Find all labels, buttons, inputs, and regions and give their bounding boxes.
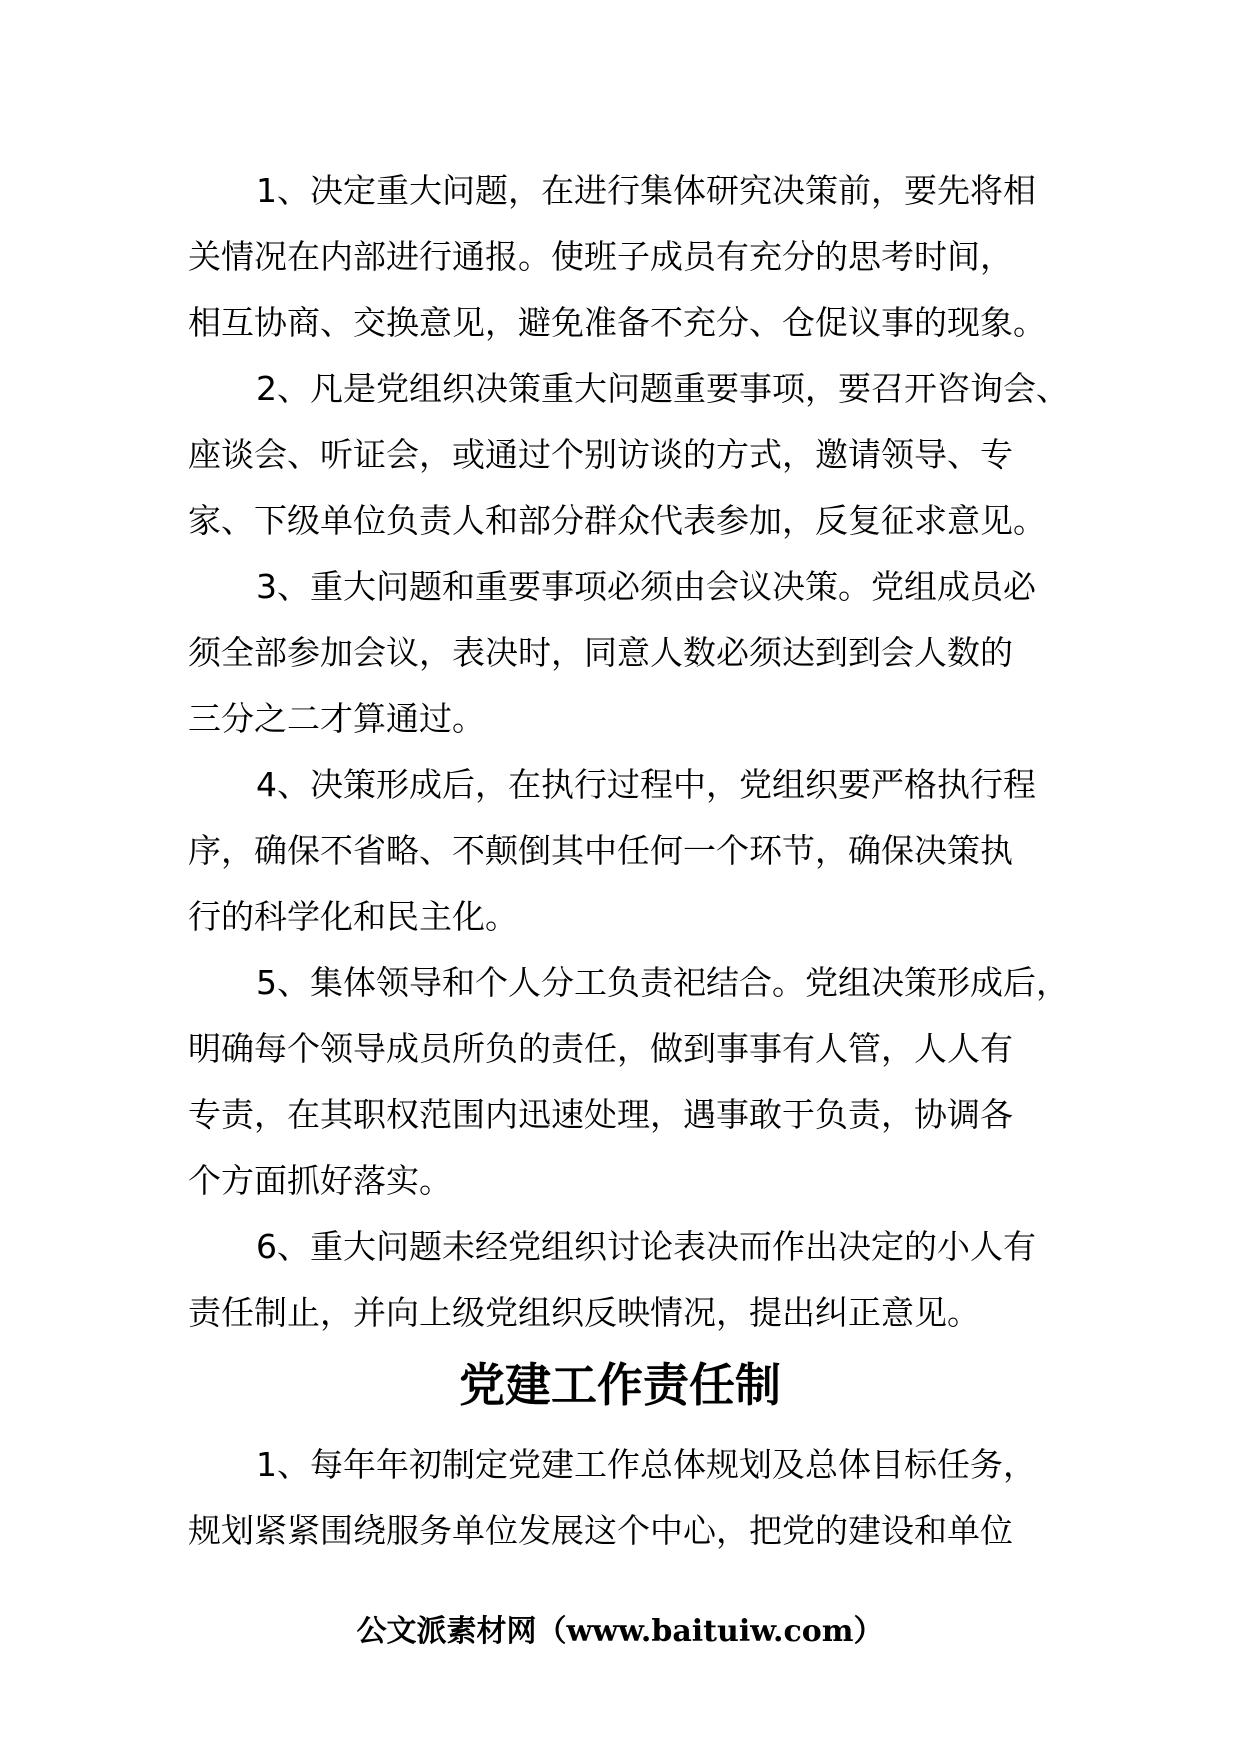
paragraph-5-line: 专责，在其职权范围内迅速处理，遇事敢于负责，协调各 [188,1095,1013,1134]
paragraph-4-line: 序，确保不省略、不颠倒其中任何一个环节，确保决策执 [188,831,1013,870]
paragraph-6-line: 责任制止，并向上级党组织反映情况，提出纠正意见。 [188,1293,980,1332]
paragraph-3-line: 须全部参加会议，表决时，同意人数必须达到到会人数的 [188,633,1013,672]
paragraph-5-line: 5、集体领导和个人分工负责祀结合。党组决策形成后， [256,963,1069,1002]
section-paragraph-line: 规划紧紧围绕服务单位发展这个中心，把党的建设和单位 [188,1511,1013,1550]
paragraph-3-line: 3、重大问题和重要事项必须由会议决策。党组成员必 [256,567,1036,606]
paragraph-3-line: 三分之二才算通过。 [188,699,485,738]
paragraph-1-line: 关情况在内部进行通报。使班子成员有充分的思考时间， [188,237,1013,276]
paragraph-2-line: 座谈会、听证会，或通过个别访谈的方式，邀请领导、专 [188,435,1013,474]
footer-watermark: 公文派素材网（www.baituiw.com） [356,1614,884,1649]
paragraph-6-line: 6、重大问题未经党组织讨论表决而作出决定的小人有 [256,1227,1036,1266]
paragraph-5-line: 个方面抓好落实。 [188,1161,452,1200]
paragraph-1-line: 1、决定重大问题，在进行集体研究决策前，要先将相 [256,171,1036,210]
paragraph-2-line: 2、凡是党组织决策重大问题重要事项，要召开咨询会、 [256,369,1069,408]
paragraph-5-line: 明确每个领导成员所负的责任，做到事事有人管，人人有 [188,1029,1013,1068]
paragraph-4-line: 行的科学化和民主化。 [188,897,518,936]
paragraph-1-line: 相互协商、交换意见，避免准备不充分、仓促议事的现象。 [188,303,1046,342]
section-paragraph-line: 1、每年年初制定党建工作总体规划及总体目标任务， [256,1445,1036,1484]
section-text [188,1432,1088,1564]
section-title: 党建工作责任制 [459,1358,781,1412]
paragraph-2-line: 家、下级单位负责人和部分群众代表参加，反复征求意见。 [188,501,1046,540]
paragraph-4-line: 4、决策形成后，在执行过程中，党组织要严格执行程 [256,765,1036,804]
body-text [188,158,1088,1346]
